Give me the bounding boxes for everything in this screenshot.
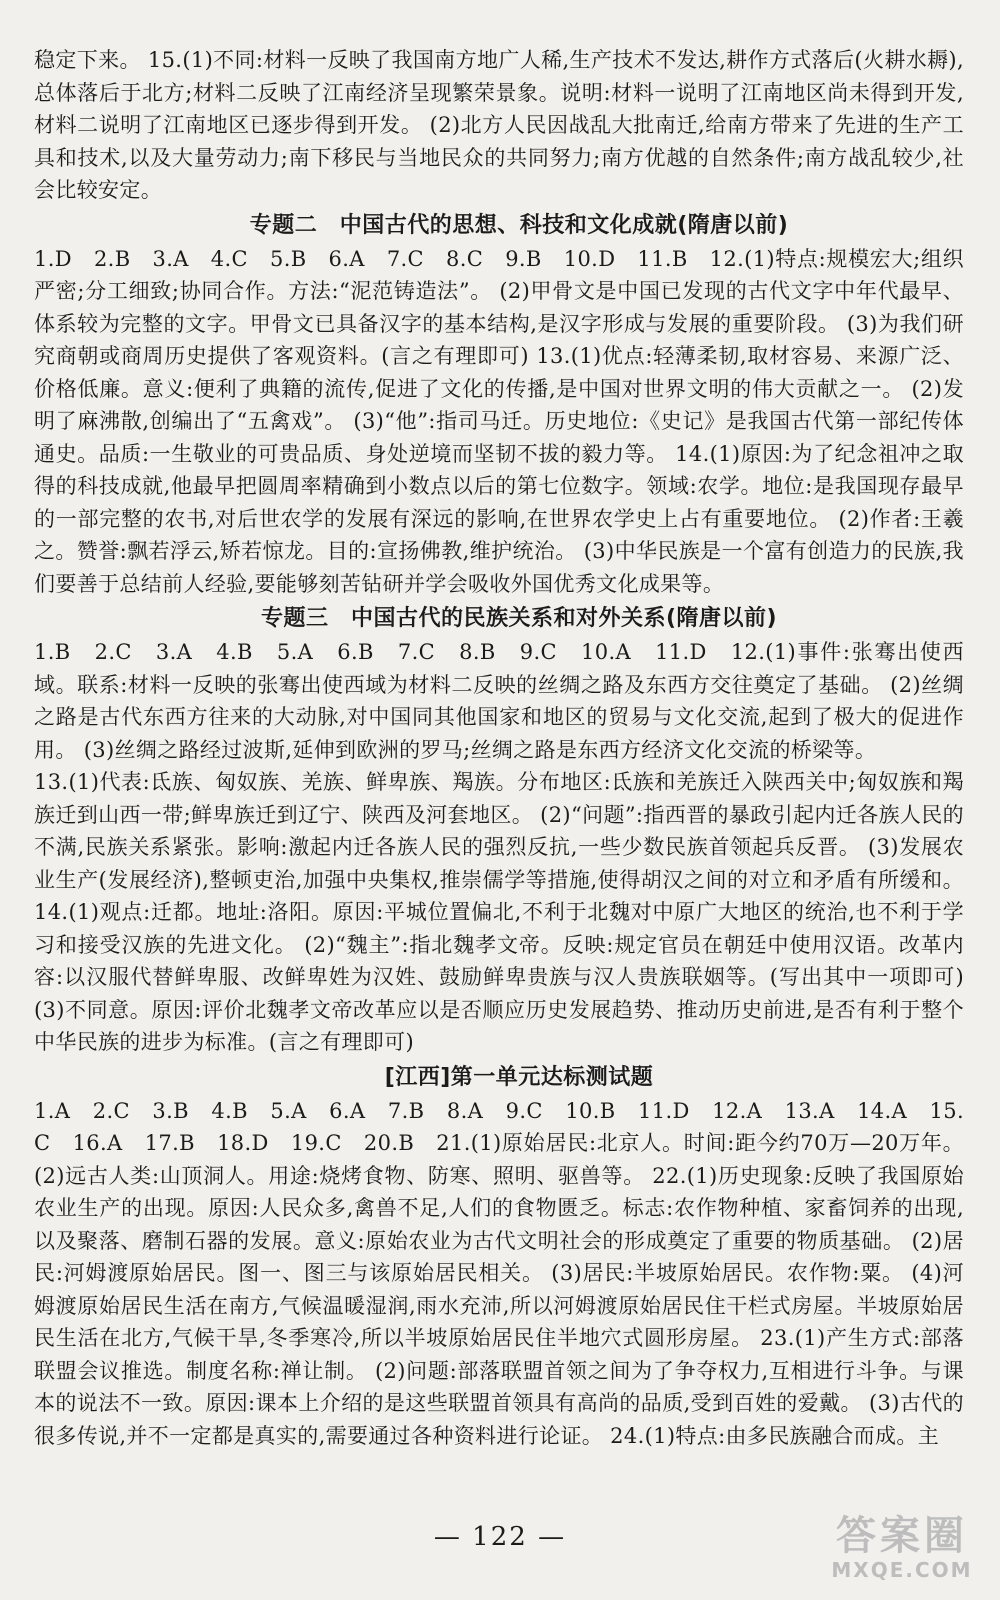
watermark-logo: [814, 1514, 990, 1594]
paragraph: 稳定下来。 15.(1)不同:材料一反映了我国南方地广人稀,生产技术不发达,耕作方式落后(火耕水耨),总体落后于北方;材料二反映了江南经济呈现繁荣景象。说明:材料一说明了江南地区尚未得到开发,材料二说明了江南地区已逐步得到开发。 (2)北方人民因战乱大批南迁,给南方带来了先进的生产工具和技术,以及大量劳动力;南下移民与当地民众的共同努力;南方优越的自然条件;南方战乱较少,社会比较安定。: [34, 48, 964, 202]
answer-block-2: [34, 243, 964, 601]
answer-block-3: [34, 636, 964, 1059]
section-heading-4: [江西]第一单元达标测试题: [384, 1064, 654, 1090]
answer-block-1: [34, 44, 964, 207]
paragraph: 1.A 2.C 3.B 4.B 5.A 6.A 7.B 8.A 9.C 10.B 11.D 12.A 13.A 14.A 15.C 16.A 17.B 18.D 19.C 20.B 21.(1)原始居民:北京人。时间:距今约70万—20万年。 (2)远古人类:山顶洞人。用途:烧烤食物、防寒、照明、驱兽等。 22.(1)历史现象:反映了我国原始农业生产的出现。原因:人民众多,禽兽不足,人们的食物匮乏。标志:农作物种植、家畜饲养的出现,以及聚落、磨制石器的发展。意义:原始农业为古代文明社会的形成奠定了重要的物质基础。 (2)居民:河姆渡原始居民。图一、图三与该原始居民相关。 (3)居民:半坡原始居民。农作物:粟。 (4)河姆渡原始居民生活在南方,气候温暖湿润,雨水充沛,所以河姆渡原始居民住干栏式房屋。半坡原始居民生活在北方,气候干旱,冬季寒冷,所以半坡原始居民住半地穴式圆形房屋。 23.(1)产生方式:部落联盟会议推选。制度名称:禅让制。 (2)问题:部落联盟首领之间为了争夺权力,互相进行斗争。与课本的说法不一致。原因:课本上介绍的是这些联盟首领具有高尚的品质,受到百姓的爱戴。 (3)古代的很多传说,并不一定都是真实的,需要通过各种资料进行论证。 24.(1)特点:由多民族融合而成。主: [34, 1098, 965, 1448]
section-heading-3: 专题三 中国古代的民族关系和对外关系(隋唐以前): [260, 606, 778, 631]
page-number: — 122 —: [433, 1522, 567, 1552]
watermark-logo-text: 答案圈: [836, 1513, 968, 1559]
paragraph: 13.(1)代表:氐族、匈奴族、羌族、鲜卑族、羯族。分布地区:氐族和羌族迁入陕西关中;匈奴族和羯族迁到山西一带;鲜卑族迁到辽宁、陕西及河套地区。 (2)“问题”:指西晋的暴政引起内迁各族人民的不满,民族关系紧张。影响:激起内迁各族人民的强烈反抗,一些少数民族首领起兵反晋。 (3)发展农业生产(发展经济),整顿吏治,加强中央集权,推崇儒学等措施,使得胡汉之间的对立和矛盾有所缓和。 14.(1)观点:迁都。地址:洛阳。原因:平城位置偏北,不利于北魏对中原广大地区的统治,也不利于学习和接受汉族的先进文化。 (2)“魏主”:指北魏孝文帝。反映:规定官员在朝廷中使用汉语。改革内容:以汉服代替鲜卑服、改鲜卑姓为汉姓、鼓励鲜卑贵族与汉人贵族联姻等。(写出其中一项即可) (3)不同意。原因:评价北魏孝文帝改革应以是否顺应历史发展趋势、推动历史前进,是否有利于整个中华民族的进步为标准。(言之有理即可): [34, 770, 964, 1054]
paragraph: 1.B 2.C 3.A 4.B 5.A 6.B 7.C 8.B 9.C 10.A 11.D 12.(1)事件:张骞出使西域。联系:材料一反映的张骞出使西域为材料二反映的丝绸之路及东西方交往奠定了基础。 (2)丝绸之路是古代东西方往来的大动脉,对中国同其他国家和地区的贸易与文化交流,起到了极大的促进作用。 (3)丝绸之路经过波斯,延伸到欧洲的罗马;丝绸之路是东西方经济文化交流的桥梁等。: [34, 640, 964, 762]
watermark-url: MXQE.COM: [831, 1558, 973, 1582]
section-heading-2: 专题二 中国古代的思想、科技和文化成就(隋唐以前): [249, 212, 789, 238]
paragraph: 1.D 2.B 3.A 4.C 5.B 6.A 7.C 8.C 9.B 10.D 11.B 12.(1)特点:规模宏大;组织严密;分工细致;协同合作。方法:“泥范铸造法”。 (2)甲骨文是中国已发现的古代文字中年代最早、体系较为完整的文字。甲骨文已具备汉字的基本结构,是汉字形成与发展的重要阶段。 (3)为我们研究商朝或商周历史提供了客观资料。(言之有理即可) 13.(1)优点:轻薄柔韧,取材容易、来源广泛、价格低廉。意义:便利了典籍的流传,促进了文化的传播,是中国对世界文明的伟大贡献之一。 (2)发明了麻沸散,创编出了“五禽戏”。 (3)“他”:指司马迁。历史地位:《史记》是我国古代第一部纪传体通史。品质:一生敬业的可贵品质、身处逆境而坚韧不拔的毅力等。 14.(1)原因:为了纪念祖冲之取得的科技成就,他最早把圆周率精确到小数点以后的第七位数字。领域:农学。地位:是我国现存最早的一部完整的农书,对后世农学的发展有深远的影响,在世界农学史上占有重要地位。 (2)作者:王羲之。赞誉:飘若浮云,矫若惊龙。目的:宣扬佛教,维护统治。 (3)中华民族是一个富有创造力的民族,我们要善于总结前人经验,要能够刻苦钻研并学会吸收外国优秀文化成果等。: [34, 246, 964, 596]
answer-block-4: [34, 1095, 964, 1453]
